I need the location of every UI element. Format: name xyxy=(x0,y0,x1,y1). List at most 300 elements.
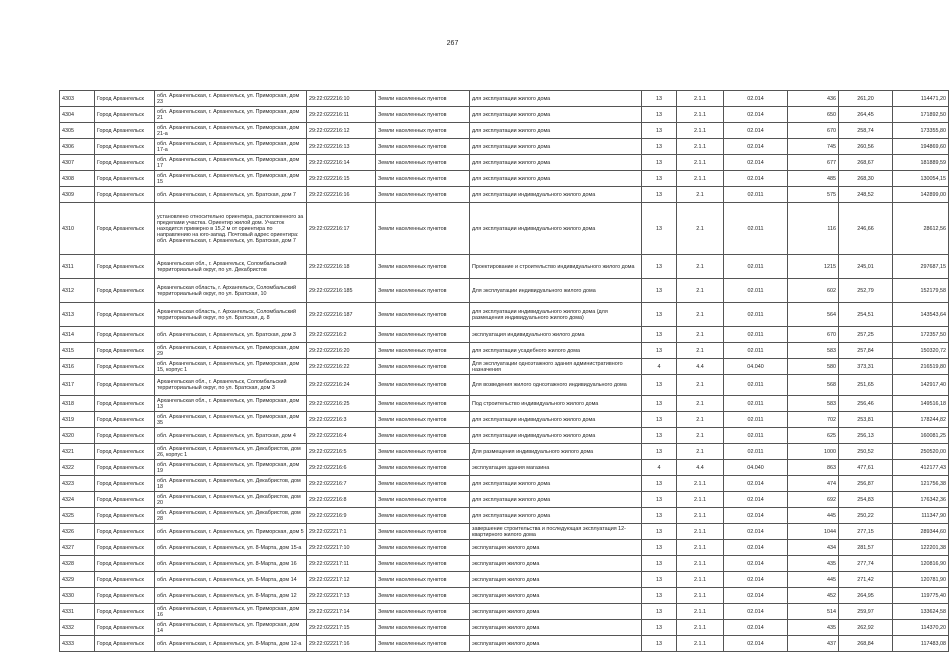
cell-land-category: Земли населенных пунктов xyxy=(376,107,470,123)
cell-subgroup-code: 2.1.1 xyxy=(677,572,724,588)
cell-subgroup-code: 2.1 xyxy=(677,327,724,343)
cell-specific-value: 258,74 xyxy=(839,123,893,139)
table-row xyxy=(60,540,949,556)
cell-use-code: 02.014 xyxy=(724,588,788,604)
cell-permitted-use: для эксплуатации индивидуального жилого дома xyxy=(470,428,642,444)
cell-area: 445 xyxy=(788,572,839,588)
cell-land-category: Земли населенных пунктов xyxy=(376,171,470,187)
table-row xyxy=(60,524,949,540)
cell-cadastral-number: 29:22:022217:14 xyxy=(307,604,376,620)
cell-address: обл. Архангельская, г. Архангельск, ул. Приморская, дом 5 xyxy=(155,524,307,540)
cell-specific-value: 252,79 xyxy=(839,279,893,303)
cell-cadastral-number: 29:22:022217:15 xyxy=(307,620,376,636)
table-row xyxy=(60,572,949,588)
cell-row-number: 4313 xyxy=(60,303,95,327)
cell-land-category: Земли населенных пунктов xyxy=(376,620,470,636)
cell-cadastral-number: 29:22:022216:6 xyxy=(307,460,376,476)
page-number: 267 xyxy=(446,40,459,47)
cell-land-category: Земли населенных пунктов xyxy=(376,444,470,460)
cell-use-code: 02.011 xyxy=(724,412,788,428)
cell-municipality: Город Архангельск xyxy=(95,508,155,524)
cell-address: обл. Архангельская, г. Архангельск, ул. Декабристов, дом 26, корпус 1 xyxy=(155,444,307,460)
cell-row-number: 4312 xyxy=(60,279,95,303)
cell-permitted-use: для эксплуатации жилого дома xyxy=(470,139,642,155)
cell-municipality: Город Архангельск xyxy=(95,460,155,476)
cell-land-category: Земли населенных пунктов xyxy=(376,588,470,604)
table-row xyxy=(60,359,949,375)
cell-municipality: Город Архангельск xyxy=(95,155,155,171)
cell-municipality: Город Архангельск xyxy=(95,139,155,155)
cell-cadastral-value: 122201,38 xyxy=(893,540,949,556)
cell-group-code: 13 xyxy=(642,604,677,620)
cell-permitted-use: эксплуатация жилого дома xyxy=(470,636,642,652)
cell-address: обл. Архангельская, г. Архангельск, ул. Приморская, дом 16 xyxy=(155,604,307,620)
cell-use-code: 02.011 xyxy=(724,203,788,255)
table-row xyxy=(60,492,949,508)
cell-group-code: 13 xyxy=(642,107,677,123)
table-row xyxy=(60,327,949,343)
cell-land-category: Земли населенных пунктов xyxy=(376,428,470,444)
table-row xyxy=(60,604,949,620)
cell-subgroup-code: 2.1 xyxy=(677,203,724,255)
cell-subgroup-code: 2.1 xyxy=(677,187,724,203)
cell-municipality: Город Архангельск xyxy=(95,476,155,492)
cell-row-number: 4315 xyxy=(60,343,95,359)
cell-area: 1044 xyxy=(788,524,839,540)
table-row xyxy=(60,255,949,279)
cell-subgroup-code: 2.1.1 xyxy=(677,139,724,155)
cell-area: 602 xyxy=(788,279,839,303)
cell-use-code: 02.014 xyxy=(724,139,788,155)
cell-address: Архангельская область, г. Архангельск, Соломбальский территориальный округ, по ул. Братская, д. 8 xyxy=(155,303,307,327)
cell-area: 474 xyxy=(788,476,839,492)
cell-permitted-use: эксплуатация жилого дома xyxy=(470,572,642,588)
cell-row-number: 4333 xyxy=(60,636,95,652)
cell-group-code: 13 xyxy=(642,444,677,460)
cell-cadastral-number: 29:22:022217:16 xyxy=(307,636,376,652)
cell-municipality: Город Архангельск xyxy=(95,396,155,412)
cell-subgroup-code: 2.1 xyxy=(677,255,724,279)
cell-subgroup-code: 2.1 xyxy=(677,396,724,412)
cell-permitted-use: эксплуатация жилого дома xyxy=(470,604,642,620)
cell-specific-value: 257,84 xyxy=(839,343,893,359)
cell-row-number: 4324 xyxy=(60,492,95,508)
cell-land-category: Земли населенных пунктов xyxy=(376,604,470,620)
cell-use-code: 02.011 xyxy=(724,303,788,327)
cell-specific-value: 257,25 xyxy=(839,327,893,343)
cell-cadastral-value: 143543,64 xyxy=(893,303,949,327)
cell-cadastral-number: 29:22:022216:8 xyxy=(307,492,376,508)
cell-permitted-use: для эксплуатации жилого дома xyxy=(470,476,642,492)
table-row xyxy=(60,636,949,652)
cell-cadastral-value: 119775,40 xyxy=(893,588,949,604)
cell-use-code: 02.014 xyxy=(724,524,788,540)
cell-address: обл. Архангельская, г. Архангельск, ул. Приморская, дом 14 xyxy=(155,620,307,636)
cell-group-code: 13 xyxy=(642,139,677,155)
cell-group-code: 13 xyxy=(642,327,677,343)
cell-cadastral-number: 29:22:022216:7 xyxy=(307,476,376,492)
table-row xyxy=(60,279,949,303)
cell-land-category: Земли населенных пунктов xyxy=(376,460,470,476)
cell-group-code: 13 xyxy=(642,556,677,572)
cell-specific-value: 250,22 xyxy=(839,508,893,524)
table-row xyxy=(60,476,949,492)
cell-cadastral-number: 29:22:022216:14 xyxy=(307,155,376,171)
cell-group-code: 13 xyxy=(642,279,677,303)
cell-cadastral-number: 29:22:022216:15 xyxy=(307,171,376,187)
table-row xyxy=(60,303,949,327)
cell-cadastral-value: 216519,80 xyxy=(893,359,949,375)
cell-cadastral-value: 194869,60 xyxy=(893,139,949,155)
cell-land-category: Земли населенных пунктов xyxy=(376,540,470,556)
cell-address: обл. Архангельская, г. Архангельск, ул. Братская, дом 4 xyxy=(155,428,307,444)
cell-group-code: 13 xyxy=(642,412,677,428)
cell-cadastral-value: 149516,18 xyxy=(893,396,949,412)
cell-group-code: 13 xyxy=(642,508,677,524)
cell-area: 580 xyxy=(788,359,839,375)
cell-cadastral-number: 29:22:022217:12 xyxy=(307,572,376,588)
cell-cadastral-number: 29:22:022217:1 xyxy=(307,524,376,540)
cell-land-category: Земли населенных пунктов xyxy=(376,327,470,343)
cell-permitted-use: Для возведения жилого одноэтажного индивидуального дома xyxy=(470,375,642,396)
cell-area: 583 xyxy=(788,396,839,412)
cell-specific-value: 268,84 xyxy=(839,636,893,652)
cell-address: обл. Архангельская, г. Архангельск, ул. Приморская, дом 19 xyxy=(155,460,307,476)
cell-cadastral-value: 28612,56 xyxy=(893,203,949,255)
cell-use-code: 02.014 xyxy=(724,540,788,556)
cell-permitted-use: для эксплуатации жилого дома xyxy=(470,508,642,524)
cell-address: обл. Архангельская, г. Архангельск, ул. Приморская, дом 15, корпус 1 xyxy=(155,359,307,375)
cell-land-category: Земли населенных пунктов xyxy=(376,303,470,327)
cell-cadastral-value: 171892,50 xyxy=(893,107,949,123)
cell-municipality: Город Архангельск xyxy=(95,620,155,636)
cell-specific-value: 277,74 xyxy=(839,556,893,572)
table-row xyxy=(60,396,949,412)
cell-row-number: 4308 xyxy=(60,171,95,187)
cell-address: обл. Архангельская, г. Архангельск, ул. Приморская, дом 21 xyxy=(155,107,307,123)
cell-cadastral-number: 29:22:022217:11 xyxy=(307,556,376,572)
cell-cadastral-value: 114370,20 xyxy=(893,620,949,636)
cell-cadastral-value: 250520,00 xyxy=(893,444,949,460)
cell-specific-value: 256,46 xyxy=(839,396,893,412)
cell-specific-value: 248,52 xyxy=(839,187,893,203)
cell-permitted-use: для эксплуатации усадебного жилого дома xyxy=(470,343,642,359)
cell-cadastral-value: 120816,90 xyxy=(893,556,949,572)
cell-use-code: 02.014 xyxy=(724,604,788,620)
cell-specific-value: 253,81 xyxy=(839,412,893,428)
cell-municipality: Город Архангельск xyxy=(95,604,155,620)
cell-row-number: 4331 xyxy=(60,604,95,620)
cell-row-number: 4327 xyxy=(60,540,95,556)
cell-group-code: 13 xyxy=(642,476,677,492)
cell-use-code: 02.011 xyxy=(724,444,788,460)
cell-area: 1215 xyxy=(788,255,839,279)
cell-specific-value: 246,66 xyxy=(839,203,893,255)
cell-row-number: 4326 xyxy=(60,524,95,540)
cell-use-code: 02.014 xyxy=(724,636,788,652)
cell-address: обл. Архангельская, г. Архангельск, ул. Декабристов, дом 28 xyxy=(155,508,307,524)
cell-land-category: Земли населенных пунктов xyxy=(376,139,470,155)
cell-row-number: 4332 xyxy=(60,620,95,636)
cell-cadastral-number: 29:22:022216:16 xyxy=(307,187,376,203)
cell-permitted-use: Под строительство индивидуального жилого дома xyxy=(470,396,642,412)
cell-area: 650 xyxy=(788,107,839,123)
cell-cadastral-value: 412177,43 xyxy=(893,460,949,476)
cell-subgroup-code: 4.4 xyxy=(677,460,724,476)
cell-land-category: Земли населенных пунктов xyxy=(376,476,470,492)
cell-row-number: 4309 xyxy=(60,187,95,203)
cell-cadastral-number: 29:22:022216:12 xyxy=(307,123,376,139)
cell-municipality: Город Архангельск xyxy=(95,636,155,652)
cell-address: обл. Архангельская, г. Архангельск, ул. Декабристов, дом 20 xyxy=(155,492,307,508)
cell-group-code: 13 xyxy=(642,123,677,139)
table-row xyxy=(60,171,949,187)
cell-group-code: 13 xyxy=(642,187,677,203)
cell-address: Архангельская обл., г. Архангельск, Соломбальский территориальный округ, по ул. Братская, дом 3 xyxy=(155,375,307,396)
cell-group-code: 4 xyxy=(642,359,677,375)
cell-address: обл. Архангельская, г. Архангельск, ул. Приморская, дом 21-а xyxy=(155,123,307,139)
cell-cadastral-number: 29:22:022217:13 xyxy=(307,588,376,604)
cell-land-category: Земли населенных пунктов xyxy=(376,359,470,375)
cell-address: Архангельская обл., г. Архангельск, ул. Приморская, дом 13 xyxy=(155,396,307,412)
cell-use-code: 02.014 xyxy=(724,107,788,123)
cell-address: обл. Архангельская, г. Архангельск, ул. 8-Марта, дом 16 xyxy=(155,556,307,572)
cell-group-code: 13 xyxy=(642,636,677,652)
cell-use-code: 02.014 xyxy=(724,492,788,508)
table-row xyxy=(60,444,949,460)
cell-land-category: Земли населенных пунктов xyxy=(376,187,470,203)
cell-cadastral-number: 29:22:022216:17 xyxy=(307,203,376,255)
cell-land-category: Земли населенных пунктов xyxy=(376,492,470,508)
cell-municipality: Город Архангельск xyxy=(95,492,155,508)
table-row xyxy=(60,412,949,428)
cell-land-category: Земли населенных пунктов xyxy=(376,508,470,524)
cell-address: обл. Архангельская, г. Архангельск, ул. 8-Марта, дом 15-а xyxy=(155,540,307,556)
cell-cadastral-value: 111347,90 xyxy=(893,508,949,524)
cell-specific-value: 373,31 xyxy=(839,359,893,375)
cell-specific-value: 262,92 xyxy=(839,620,893,636)
land-register-table xyxy=(59,90,949,652)
cell-area: 116 xyxy=(788,203,839,255)
cell-cadastral-number: 29:22:022216:22 xyxy=(307,359,376,375)
cell-subgroup-code: 2.1.1 xyxy=(677,107,724,123)
cell-area: 670 xyxy=(788,327,839,343)
cell-cadastral-value: 176342,36 xyxy=(893,492,949,508)
cell-use-code: 02.014 xyxy=(724,508,788,524)
cell-row-number: 4316 xyxy=(60,359,95,375)
cell-subgroup-code: 2.1 xyxy=(677,444,724,460)
cell-municipality: Город Архангельск xyxy=(95,343,155,359)
cell-row-number: 4318 xyxy=(60,396,95,412)
cell-row-number: 4311 xyxy=(60,255,95,279)
cell-specific-value: 264,45 xyxy=(839,107,893,123)
table-row xyxy=(60,375,949,396)
cell-area: 434 xyxy=(788,540,839,556)
cell-cadastral-value: 160081,25 xyxy=(893,428,949,444)
cell-land-category: Земли населенных пунктов xyxy=(376,572,470,588)
cell-specific-value: 268,67 xyxy=(839,155,893,171)
cell-cadastral-number: 29:22:022216:3 xyxy=(307,412,376,428)
cell-cadastral-value: 114471,20 xyxy=(893,91,949,107)
cell-area: 435 xyxy=(788,556,839,572)
cell-use-code: 02.011 xyxy=(724,343,788,359)
cell-use-code: 04.040 xyxy=(724,359,788,375)
cell-cadastral-number: 29:22:022216:25 xyxy=(307,396,376,412)
cell-group-code: 13 xyxy=(642,203,677,255)
cell-land-category: Земли населенных пунктов xyxy=(376,255,470,279)
cell-subgroup-code: 2.1.1 xyxy=(677,91,724,107)
cell-municipality: Город Архангельск xyxy=(95,187,155,203)
cell-group-code: 13 xyxy=(642,343,677,359)
cell-address: обл. Архангельская, г. Архангельск, ул. 8-Марта, дом 12 xyxy=(155,588,307,604)
cell-group-code: 13 xyxy=(642,396,677,412)
cell-permitted-use: эксплуатация жилого дома xyxy=(470,620,642,636)
cell-permitted-use: эксплуатация здания магазина xyxy=(470,460,642,476)
cell-cadastral-value: 142899,00 xyxy=(893,187,949,203)
cell-use-code: 02.014 xyxy=(724,572,788,588)
cell-group-code: 13 xyxy=(642,492,677,508)
cell-use-code: 02.011 xyxy=(724,327,788,343)
cell-row-number: 4320 xyxy=(60,428,95,444)
cell-permitted-use: Проектирование и строительство индивидуального жилого дома xyxy=(470,255,642,279)
cell-land-category: Земли населенных пунктов xyxy=(376,396,470,412)
cell-area: 692 xyxy=(788,492,839,508)
cell-address: обл. Архангельская, г. Архангельск, ул. 8-Марта, дом 14 xyxy=(155,572,307,588)
cell-address: обл. Архангельская, г. Архангельск, ул. Приморская, дом 23 xyxy=(155,91,307,107)
cell-permitted-use: для эксплуатации жилого дома xyxy=(470,492,642,508)
cell-land-category: Земли населенных пунктов xyxy=(376,556,470,572)
cell-group-code: 13 xyxy=(642,540,677,556)
table-row xyxy=(60,588,949,604)
cell-permitted-use: для эксплуатации жилого дома xyxy=(470,171,642,187)
cell-subgroup-code: 2.1.1 xyxy=(677,540,724,556)
cell-use-code: 02.014 xyxy=(724,620,788,636)
cell-permitted-use: завершение строительства и последующая эксплуатация 12-квартирного жилого дома xyxy=(470,524,642,540)
cell-row-number: 4317 xyxy=(60,375,95,396)
cell-specific-value: 251,65 xyxy=(839,375,893,396)
table-row xyxy=(60,556,949,572)
cell-address: обл. Архангельская, г. Архангельск, ул. Приморская, дом 29 xyxy=(155,343,307,359)
table-row xyxy=(60,343,949,359)
table-row xyxy=(60,187,949,203)
cell-cadastral-value: 172357,50 xyxy=(893,327,949,343)
cell-specific-value: 250,52 xyxy=(839,444,893,460)
cell-group-code: 13 xyxy=(642,375,677,396)
cell-area: 514 xyxy=(788,604,839,620)
cell-municipality: Город Архангельск xyxy=(95,107,155,123)
cell-permitted-use: эксплуатация индивидуального жилого дома xyxy=(470,327,642,343)
cell-cadastral-number: 29:22:022216:5 xyxy=(307,444,376,460)
cell-cadastral-value: 142917,40 xyxy=(893,375,949,396)
table-row xyxy=(60,460,949,476)
cell-municipality: Город Архангельск xyxy=(95,556,155,572)
cell-subgroup-code: 2.1 xyxy=(677,303,724,327)
cell-cadastral-number: 29:22:022216:2 xyxy=(307,327,376,343)
cell-area: 863 xyxy=(788,460,839,476)
cell-municipality: Город Архангельск xyxy=(95,375,155,396)
cell-cadastral-number: 29:22:022216:11 xyxy=(307,107,376,123)
cell-area: 445 xyxy=(788,508,839,524)
cell-permitted-use: для эксплуатации индивидуального жилого дома xyxy=(470,187,642,203)
cell-cadastral-value: 121756,38 xyxy=(893,476,949,492)
cell-address: обл. Архангельская, г. Архангельск, ул. Приморская, дом 35 xyxy=(155,412,307,428)
cell-row-number: 4325 xyxy=(60,508,95,524)
cell-specific-value: 256,87 xyxy=(839,476,893,492)
cell-address: обл. Архангельская, г. Архангельск, ул. Приморская, дом 17 xyxy=(155,155,307,171)
cell-specific-value: 254,51 xyxy=(839,303,893,327)
cell-cadastral-number: 29:22:022216:4 xyxy=(307,428,376,444)
cell-subgroup-code: 2.1.1 xyxy=(677,620,724,636)
cell-municipality: Город Архангельск xyxy=(95,588,155,604)
cell-use-code: 02.014 xyxy=(724,91,788,107)
cell-specific-value: 277,15 xyxy=(839,524,893,540)
cell-permitted-use: эксплуатация жилого дома xyxy=(470,540,642,556)
cell-address: обл. Архангельская, г. Архангельск, ул. Братская, дом 7 xyxy=(155,187,307,203)
cell-land-category: Земли населенных пунктов xyxy=(376,91,470,107)
cell-use-code: 02.014 xyxy=(724,476,788,492)
cell-row-number: 4321 xyxy=(60,444,95,460)
cell-subgroup-code: 2.1.1 xyxy=(677,524,724,540)
table-row xyxy=(60,620,949,636)
cell-group-code: 13 xyxy=(642,255,677,279)
table-row xyxy=(60,123,949,139)
cell-land-category: Земли населенных пунктов xyxy=(376,412,470,428)
cell-permitted-use: для эксплуатации индивидуального жилого дома xyxy=(470,412,642,428)
cell-use-code: 02.014 xyxy=(724,556,788,572)
cell-row-number: 4310 xyxy=(60,203,95,255)
cell-group-code: 13 xyxy=(642,524,677,540)
cell-municipality: Город Архангельск xyxy=(95,91,155,107)
cell-cadastral-number: 29:22:022216:24 xyxy=(307,375,376,396)
cell-row-number: 4323 xyxy=(60,476,95,492)
cell-row-number: 4330 xyxy=(60,588,95,604)
cell-subgroup-code: 2.1 xyxy=(677,428,724,444)
cell-municipality: Город Архангельск xyxy=(95,255,155,279)
cell-cadastral-value: 289344,60 xyxy=(893,524,949,540)
cell-subgroup-code: 2.1 xyxy=(677,375,724,396)
cell-use-code: 04.040 xyxy=(724,460,788,476)
cell-cadastral-value: 133624,58 xyxy=(893,604,949,620)
cell-subgroup-code: 2.1 xyxy=(677,279,724,303)
cell-municipality: Город Архангельск xyxy=(95,540,155,556)
cell-row-number: 4306 xyxy=(60,139,95,155)
cell-subgroup-code: 2.1.1 xyxy=(677,171,724,187)
cell-municipality: Город Архангельск xyxy=(95,444,155,460)
cell-address: обл. Архангельская, г. Архангельск, ул. Братская, дом 3 xyxy=(155,327,307,343)
cell-municipality: Город Архангельск xyxy=(95,123,155,139)
cell-land-category: Земли населенных пунктов xyxy=(376,123,470,139)
cell-address: обл. Архангельская, г. Архангельск, ул. 8-Марта, дом 12-а xyxy=(155,636,307,652)
cell-subgroup-code: 2.1.1 xyxy=(677,492,724,508)
cell-cadastral-value: 130054,15 xyxy=(893,171,949,187)
cell-area: 452 xyxy=(788,588,839,604)
table-row xyxy=(60,155,949,171)
cell-row-number: 4329 xyxy=(60,572,95,588)
cell-permitted-use: эксплуатация жилого дома xyxy=(470,556,642,572)
cell-cadastral-number: 29:22:022217:10 xyxy=(307,540,376,556)
cell-area: 702 xyxy=(788,412,839,428)
cell-land-category: Земли населенных пунктов xyxy=(376,343,470,359)
cell-cadastral-value: 173355,80 xyxy=(893,123,949,139)
cell-row-number: 4322 xyxy=(60,460,95,476)
cell-specific-value: 271,42 xyxy=(839,572,893,588)
cell-subgroup-code: 4.4 xyxy=(677,359,724,375)
cell-subgroup-code: 2.1.1 xyxy=(677,123,724,139)
cell-permitted-use: эксплуатация жилого дома xyxy=(470,588,642,604)
cell-row-number: 4328 xyxy=(60,556,95,572)
cell-specific-value: 260,56 xyxy=(839,139,893,155)
cell-municipality: Город Архангельск xyxy=(95,171,155,187)
